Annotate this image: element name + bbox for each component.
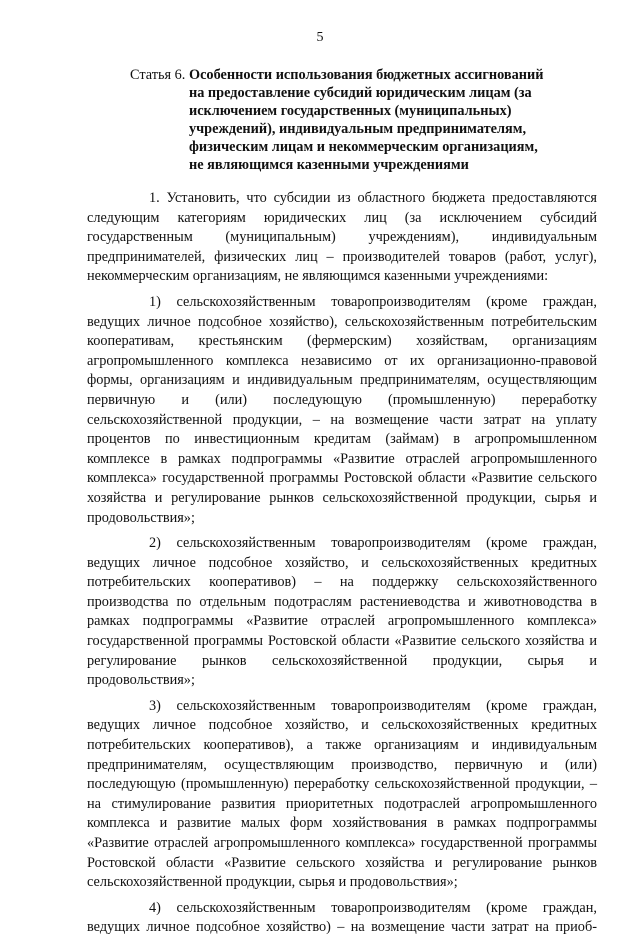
paragraph-item-1: 1) сельскохозяйственным товаропроизводителям (кроме граждан, ведущих личное подсобное хозяйство), сельскохозяйственным потребительским кооперативам, крестьянским (фермерским) хозяйствам, организациям агропромышленного комплекса независимо от их организационно-правовой формы, организациям и индивидуальным предпринимателям, осуществляющим первичную и (или) последующую (промышленную) переработку сельскохозяйственной продукции, – на возмещение части затрат на уплату процентов по инвестиционным кредитам (займам) в агропромышленном комплексе в рамках подпрограммы «Развитие отраслей агропромышленного комплекса» государственной программы Ростовской области «Развитие сельского хозяйства и регулирование рынков сельскохозяйственной продукции, сырья и продовольствия»; [87,293,597,526]
article-title [189,66,600,174]
paragraph-item-3: 3) сельскохозяйственным товаропроизводителям (кроме граждан, ведущих личное подсобное хозяйство, и сельскохозяйственных кредитных потребительских кооперативов), а также организациям и индивидуальным предпринимателям, осуществляющим производство, первичную и (или) последующую (промышленную) переработку сельскохозяйственной продукции, – на стимулирование развития приоритетных подотраслей агропромышленного комплекса и развитие малых форм хозяйствования в рамках подпрограммы «Развитие отраслей агропромышленного комплекса» государственной программы Ростовской области «Развитие сельского хозяйства и регулирование рынков сельскохозяйственной продукции, сырья и продовольствия»; [87,697,597,891]
article-title-line: физическим лицам и некоммерческим организациям, [188,139,538,155]
article-title-line: на предоставление субсидий юридическим лицам (за [188,85,532,101]
article-label: Статья 6. [130,67,189,83]
article-title-line: учреждений), индивидуальным предпринимателям, [188,121,527,137]
page-number: 5 [316,30,324,45]
paragraph-item-2: 2) сельскохозяйственным товаропроизводителям (кроме граждан, ведущих личное подсобное хозяйство, и сельскохозяйственных кредитных потребительских кооперативов) – на поддержку сельскохозяйственного производства по отдельным подотраслям растениеводства и животноводства в рамках подпрограммы «Развитие отраслей агропромышленного комплекса» государственной программы Ростовской области «Развитие сельского хозяйства и регулирование рынков сельскохозяйственной продукции, сырья и продовольствия»; [87,535,597,689]
article-heading [130,66,600,174]
article-title-line: исключением государственных (муниципальных) [188,103,512,119]
paragraph-1: 1. Установить, что субсидии из областного бюджета предоставляются следующим категориям юридических лиц (за исключением субсидий государственным (муниципальным) учреждениям), индивидуальным предпринимателей, физических лиц – производителей товаров (работ, услуг), некоммерческим организациям, не являющимся казенными учреждениями: [87,190,597,285]
article-title-line: Особенности использования бюджетных ассигнований [188,67,544,83]
paragraph-item-4: 4) сельскохозяйственным товаропроизводителям (кроме граждан, ведущих личное подсобное хозяйство) – на возмещение части затрат на приоб- [87,899,597,936]
article-title-line: не являющимся казенными учреждениями [188,157,469,173]
article-body [87,189,597,944]
